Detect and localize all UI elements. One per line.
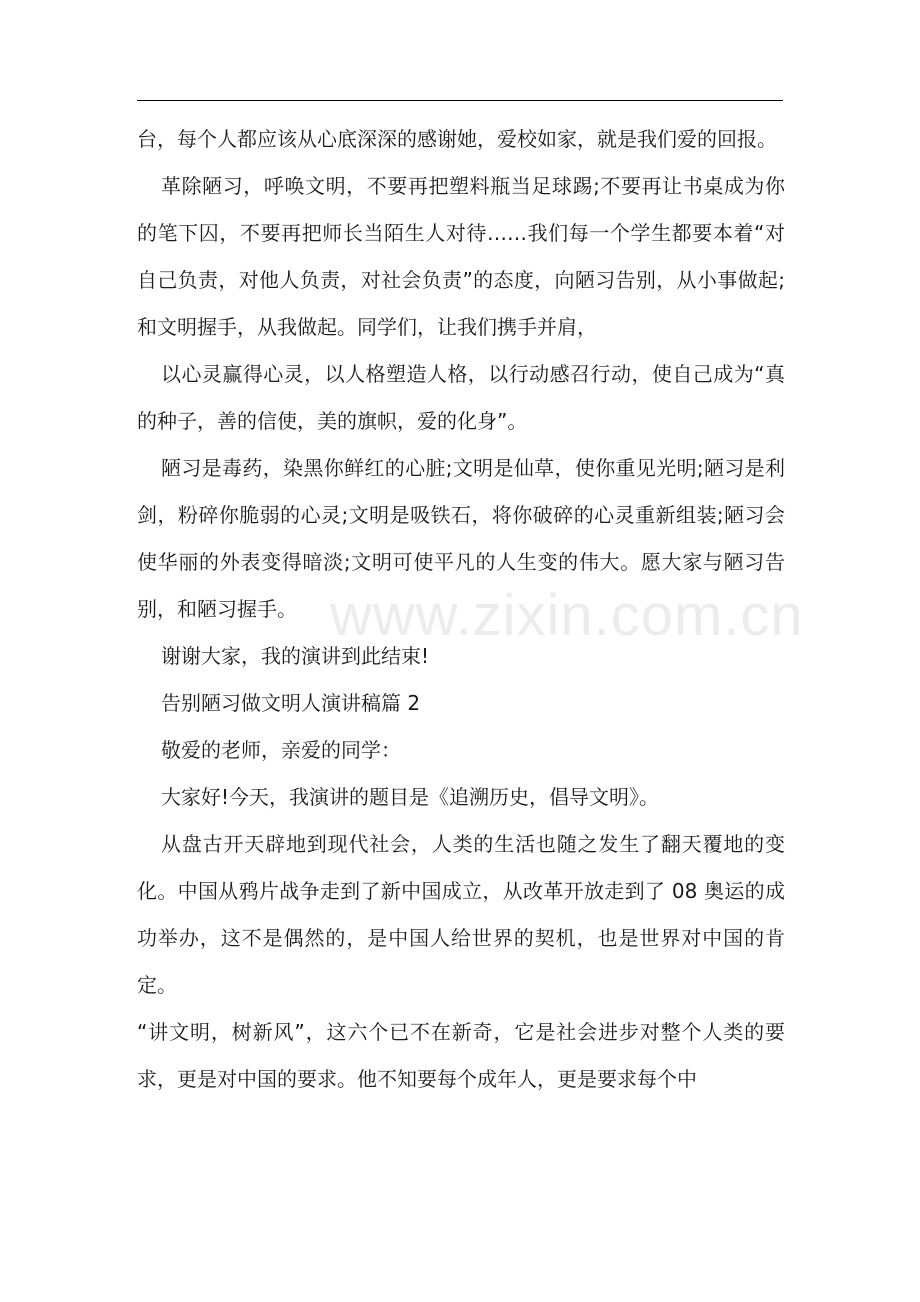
paragraph-2: 革除陋习，呼唤文明，不要再把塑料瓶当足球踢;不要再让书桌成为你的笔下囚，不要再把师长当陌生人对待……我们每一个学生都要本着“对自己负责，对他人负责，对社会负责”的态度，向陋习告别，从小事做起;和文明握手，从我做起。同学们，让我们携手并肩，: [137, 174, 785, 339]
document-body: [137, 116, 785, 1103]
greeting: 大家好!今天，我演讲的题目是《追溯历史，倡导文明》。: [161, 785, 660, 809]
watermark-text: www.zixin.com.cn: [330, 583, 804, 648]
paragraph-3: 以心灵赢得心灵，以人格塑造人格，以行动感召行动，使自己成为“真的种子，善的信使，美的旗帜，爱的化身”。: [137, 362, 785, 433]
salutation: 敬爱的老师，亲爱的同学：: [161, 738, 401, 762]
closing-line: 谢谢大家，我的演讲到此结束!: [161, 644, 430, 668]
paragraph-9: 从盘古开天辟地到现代社会，人类的生活也随之发生了翻天覆地的变化。中国从鸦片战争走到了新中国成立，从改革开放走到了 08 奥运的成功举办，这不是偶然的，是中国人给世界的契机，也是世界对中国的肯定。: [137, 832, 785, 997]
paragraph-10: “讲文明，树新风”，这六个已不在新奇，它是社会进步对整个人类的要求，更是对中国的要求。他不知要每个成年人，更是要求每个中: [137, 1020, 785, 1091]
section-title: 告别陋习做文明人演讲稿篇 2: [161, 691, 421, 715]
paragraph-4: 陋习是毒药，染黑你鲜红的心脏;文明是仙草，使你重见光明;陋习是利剑，粉碎你脆弱的心灵;文明是吸铁石，将你破碎的心灵重新组装;陋习会使华丽的外表变得暗淡;文明可使平凡的人生变的伟大。愿大家与陋习告别，和陋习握手。: [137, 456, 785, 621]
header-rule: [137, 100, 783, 101]
paragraph-1: 台，每个人都应该从心底深深的感谢她，爱校如家，就是我们爱的回报。: [137, 127, 777, 151]
